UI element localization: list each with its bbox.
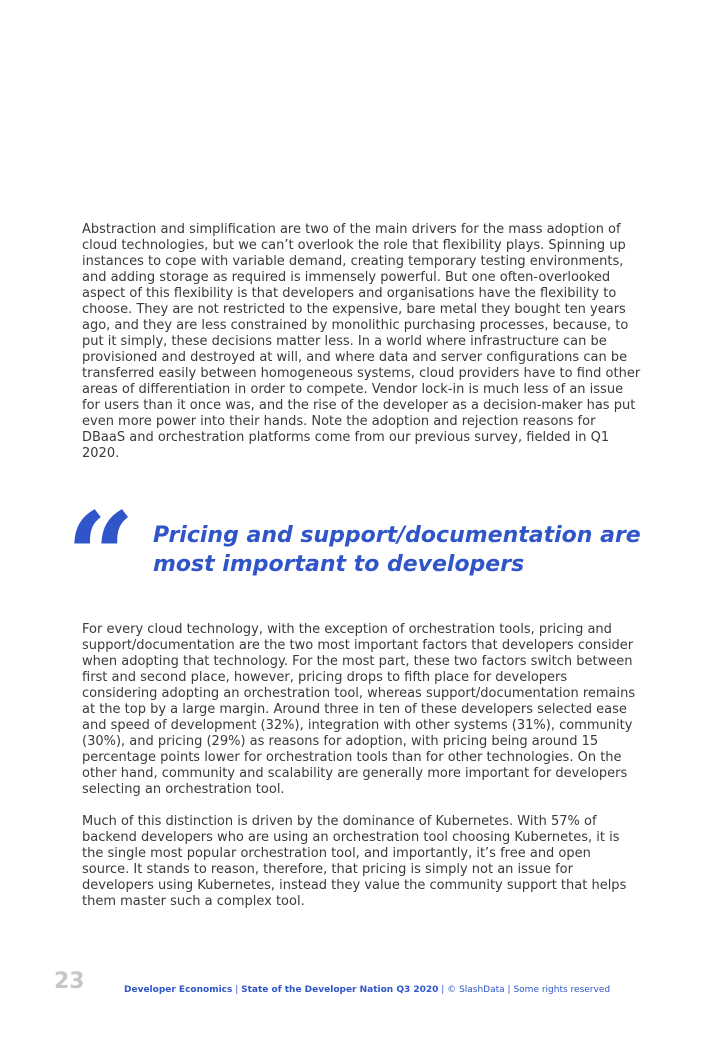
footer-report-title: State of the Developer Nation Q3 2020 [241, 985, 439, 995]
body-paragraph-pricing: For every cloud technology, with the exception of orchestration tools, pricing and support/documentation are the two most important factors that developers consider when adopting that technology. For the most part, these two factors switch between first and second place, however, pricing drops to fifth place for developers considering adopting an orchestration tool, whereas support/documentation remains at the top by a large margin. Around three in ten of these developers selected ease and speed of development (32%), integration with other systems (31%), community (30%), and pricing (29%) as reasons for adoption, with pricing being around 15 percentage points lower for orchestration tools than for other technologies. On the other hand, community and scalability are generally more important for developers selecting an orchestration tool. [82, 622, 636, 797]
footer-publication: Developer Economics [124, 985, 233, 995]
footer-copyright: © SlashData [447, 985, 505, 995]
body-paragraph-kubernetes: Much of this distinction is driven by the dominance of Kubernetes. With 57% of backend developers who are using an orchestration tool choosing Kubernetes, it is the single most popular orchestration tool, and importantly, it’s free and open source. It stands to reason, therefore, that pricing is simply not an issue for developers using Kubernetes, instead they value the community support that helps them master such a complex tool. [82, 814, 627, 909]
page-number: 23 [54, 969, 85, 994]
footer-credits [124, 983, 610, 997]
footer-separator: | [232, 985, 242, 995]
footer-rights: Some rights reserved [513, 985, 611, 995]
body-paragraph-intro: Abstraction and simplification are two of the main drivers for the mass adoption of cloud technologies, but we can’t overlook the role that flexibility plays. Spinning up instances to cope with variable demand, creating temporary testing environments, and adding storage as required is immensely powerful. But one often-overlooked aspect of this flexibility is that developers and organisations have the flexibility to choose. They are not restricted to the expensive, bare metal they bought ten years ago, and they are less constrained by monolithic purchasing processes, because, to put it simply, these decisions matter less. In a world where infrastructure can be provisioned and destroyed at will, and where data and server configurations can be transferred easily between homogeneous systems, cloud providers have to find other areas of differentiation in order to compete. Vendor lock-in is much less of an issue for users than it once was, and the rise of the developer as a decision-maker has put even more power into their hands. Note the adoption and rejection reasons for DBaaS and orchestration platforms come from our previous survey, fielded in Q1 2020. [82, 222, 641, 461]
pull-quote-heading: Pricing and support/documentation are most important to developers [153, 523, 641, 577]
footer-separator: | [438, 985, 448, 995]
footer-separator: | [504, 985, 514, 995]
quote-icon: “ [66, 486, 130, 627]
